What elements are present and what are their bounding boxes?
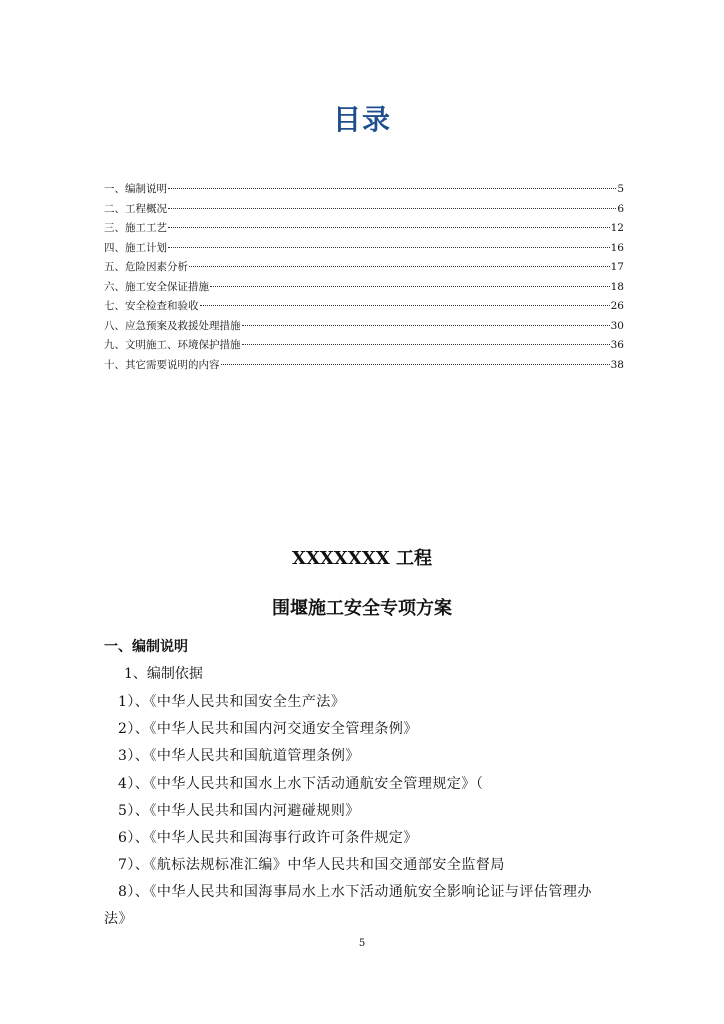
toc-item-label: 一、编制说明 <box>104 183 167 195</box>
basis-item: 1）、《中华人民共和国安全生产法》 <box>118 694 346 710</box>
basis-item: 4）、《中华人民共和国水上水下活动通航安全管理规定》（ <box>118 775 484 792</box>
basis-item: 7）、《航标法规标准汇编》中华人民共和国交通部安全监督局 <box>118 857 505 874</box>
sub-heading: 1、编制依据 <box>124 666 203 682</box>
plan-title: 围堰施工安全专项方案 <box>272 598 452 619</box>
toc-item-label: 二、工程概况 <box>104 202 167 215</box>
toc-item-page: 5 <box>617 183 624 195</box>
basis-item: 6）、《中华人民共和国海事行政许可条件规定》 <box>118 829 418 846</box>
toc-item-label: 十、其它需要说明的内容 <box>104 358 220 371</box>
toc-item-label: 五、危险因素分析 <box>104 261 188 273</box>
basis-item: 5）、《中华人民共和国内河避碰规则》 <box>118 802 360 819</box>
toc-item[interactable] <box>104 297 624 317</box>
toc-item[interactable] <box>104 317 624 337</box>
project-title: XXXXXXX 工程 <box>291 548 433 569</box>
toc-item-label: 七、安全检查和验收 <box>104 300 199 312</box>
toc-leader-dots <box>242 325 610 326</box>
basis-item: 3）、《中华人民共和国航道管理条例》 <box>118 748 360 765</box>
basis-item: 8）、《中华人民共和国海事局水上水下活动通航安全影响论证与评估管理办 <box>118 884 592 901</box>
toc-list <box>104 180 624 375</box>
toc-item[interactable] <box>104 180 624 200</box>
toc-item[interactable] <box>104 239 624 259</box>
toc-item-label: 三、施工工艺 <box>104 222 167 234</box>
toc-leader-dots <box>168 208 616 209</box>
toc-item-page: 26 <box>610 300 624 312</box>
toc-item-label: 九、文明施工、环境保护措施 <box>104 339 241 351</box>
toc-item[interactable] <box>104 258 624 278</box>
toc-leader-dots <box>200 305 610 306</box>
toc-item-page: 6 <box>617 202 624 215</box>
toc-item[interactable] <box>104 200 624 220</box>
toc-leader-dots <box>168 188 616 189</box>
section-heading: 一、编制说明 <box>104 639 188 655</box>
toc-item-page: 36 <box>610 339 624 351</box>
page-number: 5 <box>358 938 366 949</box>
toc-item-page: 18 <box>610 280 624 293</box>
basis-list <box>118 689 628 907</box>
toc-item[interactable] <box>104 278 624 298</box>
toc-item-label: 八、应急预案及救援处理措施 <box>104 319 241 332</box>
toc-item[interactable] <box>104 336 624 356</box>
toc-title: 目录 <box>332 103 391 136</box>
basis-continuation: 法》 <box>104 911 133 927</box>
toc-item-page: 16 <box>610 241 624 254</box>
toc-leader-dots <box>210 286 610 287</box>
toc-leader-dots <box>168 227 610 228</box>
toc-leader-dots <box>168 247 610 248</box>
toc-item-page: 17 <box>610 261 624 273</box>
toc-item-page: 38 <box>610 358 624 371</box>
toc-leader-dots <box>242 344 610 345</box>
toc-item[interactable] <box>104 356 624 376</box>
toc-item-label: 六、施工安全保证措施 <box>104 280 209 293</box>
toc-leader-dots <box>221 364 610 365</box>
basis-item: 2）、《中华人民共和国内河交通安全管理条例》 <box>118 721 418 738</box>
toc-item[interactable] <box>104 219 624 239</box>
toc-item-page: 30 <box>610 319 624 332</box>
toc-item-page: 12 <box>610 222 624 234</box>
toc-item-label: 四、施工计划 <box>104 241 167 254</box>
toc-leader-dots <box>189 266 610 267</box>
